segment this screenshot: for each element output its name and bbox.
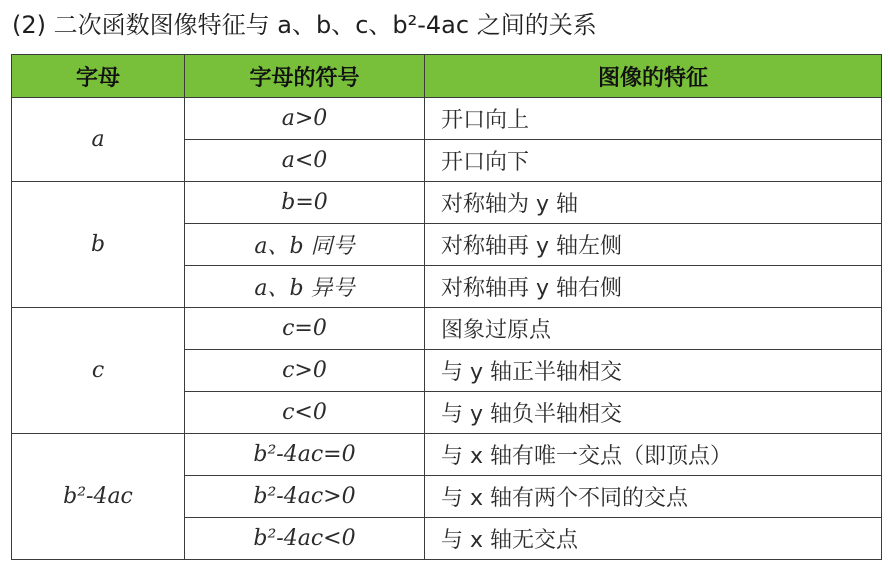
feature-cell: 与 x 轴无交点 bbox=[425, 518, 882, 560]
table-header bbox=[12, 55, 882, 98]
sign-cell: b²-4ac>0 bbox=[185, 476, 425, 518]
feature-cell: 对称轴再 y 轴左侧 bbox=[425, 224, 882, 266]
letter-cell: b²-4ac bbox=[12, 434, 185, 560]
sign-cell: c<0 bbox=[185, 392, 425, 434]
feature-cell: 对称轴为 y 轴 bbox=[425, 182, 882, 224]
sign-cell: a>0 bbox=[185, 98, 425, 140]
sign-cell: a、b 同号 bbox=[185, 224, 425, 266]
feature-cell: 与 y 轴正半轴相交 bbox=[425, 350, 882, 392]
page-title: (2) 二次函数图像特征与 a、b、c、b²-4ac 之间的关系 bbox=[12, 11, 597, 39]
table-row bbox=[12, 182, 882, 224]
table-row bbox=[12, 308, 882, 350]
feature-cell: 与 y 轴负半轴相交 bbox=[425, 392, 882, 434]
sign-cell: b²-4ac<0 bbox=[185, 518, 425, 560]
feature-cell: 对称轴再 y 轴右侧 bbox=[425, 266, 882, 308]
feature-cell: 开口向上 bbox=[425, 98, 882, 140]
sign-cell: c>0 bbox=[185, 350, 425, 392]
sign-cell: c=0 bbox=[185, 308, 425, 350]
feature-cell: 与 x 轴有两个不同的交点 bbox=[425, 476, 882, 518]
header-letter: 字母 bbox=[12, 55, 185, 98]
letter-cell: c bbox=[12, 308, 185, 434]
feature-cell: 与 x 轴有唯一交点（即顶点） bbox=[425, 434, 882, 476]
properties-table bbox=[11, 54, 882, 560]
sign-cell: b²-4ac=0 bbox=[185, 434, 425, 476]
letter-cell: a bbox=[12, 98, 185, 182]
header-feature: 图像的特征 bbox=[425, 55, 882, 98]
table-row bbox=[12, 434, 882, 476]
feature-cell: 图象过原点 bbox=[425, 308, 882, 350]
sign-cell: a<0 bbox=[185, 140, 425, 182]
sign-cell: a、b 异号 bbox=[185, 266, 425, 308]
header-sign: 字母的符号 bbox=[185, 55, 425, 98]
sign-cell: b=0 bbox=[185, 182, 425, 224]
table-body bbox=[12, 98, 882, 560]
header-row bbox=[12, 55, 882, 98]
table-row bbox=[12, 98, 882, 140]
feature-cell: 开口向下 bbox=[425, 140, 882, 182]
letter-cell: b bbox=[12, 182, 185, 308]
